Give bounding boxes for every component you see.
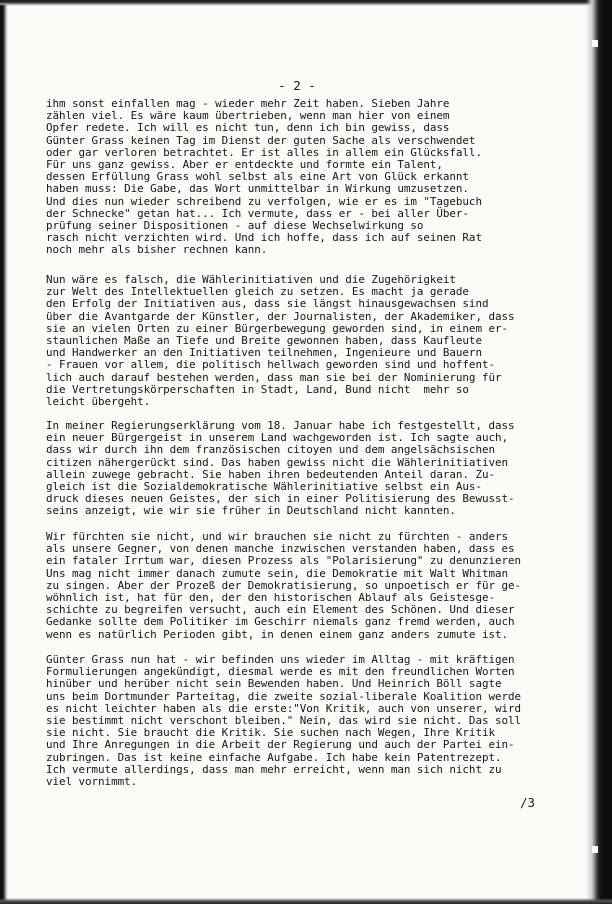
page-number: - 2 - — [278, 78, 316, 93]
scan-border-bottom — [0, 898, 612, 904]
continuation-marker: /3 — [520, 795, 536, 810]
body-text — [46, 97, 584, 789]
paragraph: Nun wäre es falsch, die Wählerinitiativen und die Zugehörigkeit zur Welt des Intellektuellen gleich zu setzen. Es macht ja gerade den Erfolg der Initiativen aus, dass sie längst hinausgewachsen sind über die Avantgarde der Künstler, der Journalisten, der Akademiker, dass sie an vielen Orten zu einer Bürgerbewegung geworden sind, in einem er- staunlichen Maße an Tiefe und Breite gewonnen haben, dass Kaufleute und Handwerker an den Initiativen teilnehmen, Ingenieure und Bauern - Frauen vor allem, die politisch hellwach geworden sind und hoffent- lich auch darauf bestehen werden, dass man sie bei der Nominierung für die Vertretungskörperschaften in Stadt, Land, Bund nicht mehr so leicht übergeht. — [46, 273, 515, 409]
scan-border-right — [586, 0, 612, 904]
paragraph: ihm sonst einfallen mag - wieder mehr Zeit haben. Sieben Jahre zählen viel. Es wäre kaum übertrieben, wenn man hier von einem Opfer redete. Ich will es nicht tun, denn ich bin gewiss, dass Günter Grass keinen Tag im Dienst der guten Sache als verschwendet oder gar verloren betrachtet. Er ist alles in allem ein Glücksfall. Für uns ganz gewiss. Aber er entdeckte und formte ein Talent, dessen Erfüllung Grass wohl selbst als eine Art von Glück erkannt haben muss: Die Gabe, das Wort unmittelbar in Wirkung umzusetzen. Und dies nun wieder schreibend zu verfolgen, wie er es im "Tagebuch der Schnecke" getan hat... Ich vermute, dass er - bei aller Über- prüfung seiner Dispositionen - auf diese Wechselwirkung so rasch nicht verzichten wird. Und ich hoffe, dass ich auf seinen Rat noch mehr als bisher rechnen kann. — [46, 97, 482, 257]
paragraph: In meiner Regierungserklärung vom 18. Januar habe ich festgestellt, dass ein neuer Bürgergeist in unserem Land wachgeworden ist. Ich sagte auch, dass wir durch ihn dem französischen citoyen und dem angelsächsischen citizen nähergerückt sind. Das haben gewiss nicht die Wählerinitiativen allein zuwege gebracht. Sie haben ihren bedeutenden Anteil daran. Zu- gleich ist die Sozialdemokratische Wählerinitiative selbst ein Aus- druck dieses neuen Geistes, der sich in einer Politisierung des Bewusst- seins anzeigt, wie wir sie früher in Deutschland nicht kannten. — [46, 419, 515, 518]
paragraph: Wir fürchten sie nicht, und wir brauchen sie nicht zu fürchten - anders als unsere Gegner, von denen manche inzwischen verstanden haben, dass es ein fataler Irrtum war, diesen Prozess als "Polarisierung" zu denunzieren Uns mag nicht immer danach zumute sein, die Demokratie mit Walt Whitman zu singen. Aber der Prozeß der Demokratisierung, so unpoetisch er für ge- wöhnlich ist, hat für den, der den historischen Ablauf als Geistesge- schichte zu begreifen versucht, auch ein Element des Schönen. Und dieser Gedanke sollte dem Politiker im Geschirr niemals ganz fremd werden, auch wenn es natürlich Perioden gibt, in denen einem ganz anders zumute ist. — [46, 530, 521, 641]
binding-hole-icon — [592, 846, 598, 853]
binding-hole-icon — [592, 40, 598, 47]
scan-border-top — [0, 0, 612, 6]
scan-border-left — [0, 0, 8, 904]
paragraph: Günter Grass nun hat - wir befinden uns wieder im Alltag - mit kräftigen Formulierungen angekündigt, diesmal werde es mit den freundlichen Worten hinüber und herüber nicht sein Bewenden haben. Und Heinrich Böll sagte uns beim Dortmunder Parteitag, die zweite sozial-liberale Koalition werde es nicht leichter haben als die erste:"Von Kritik, auch von unserer, wird sie bestimmt nicht verschont bleiben." Nein, das wird sie nicht. Das soll sie nicht. Sie braucht die Kritik. Sie suchen nach Wegen, Ihre Kritik und Ihre Anregungen in die Arbeit der Regierung und auch der Partei ein- zubringen. Das ist keine einfache Aufgabe. Ich habe kein Patentrezept. Ich vermute allerdings, dass man mehr erreicht, wenn man sich nicht zu viel vornimmt. — [46, 653, 521, 789]
